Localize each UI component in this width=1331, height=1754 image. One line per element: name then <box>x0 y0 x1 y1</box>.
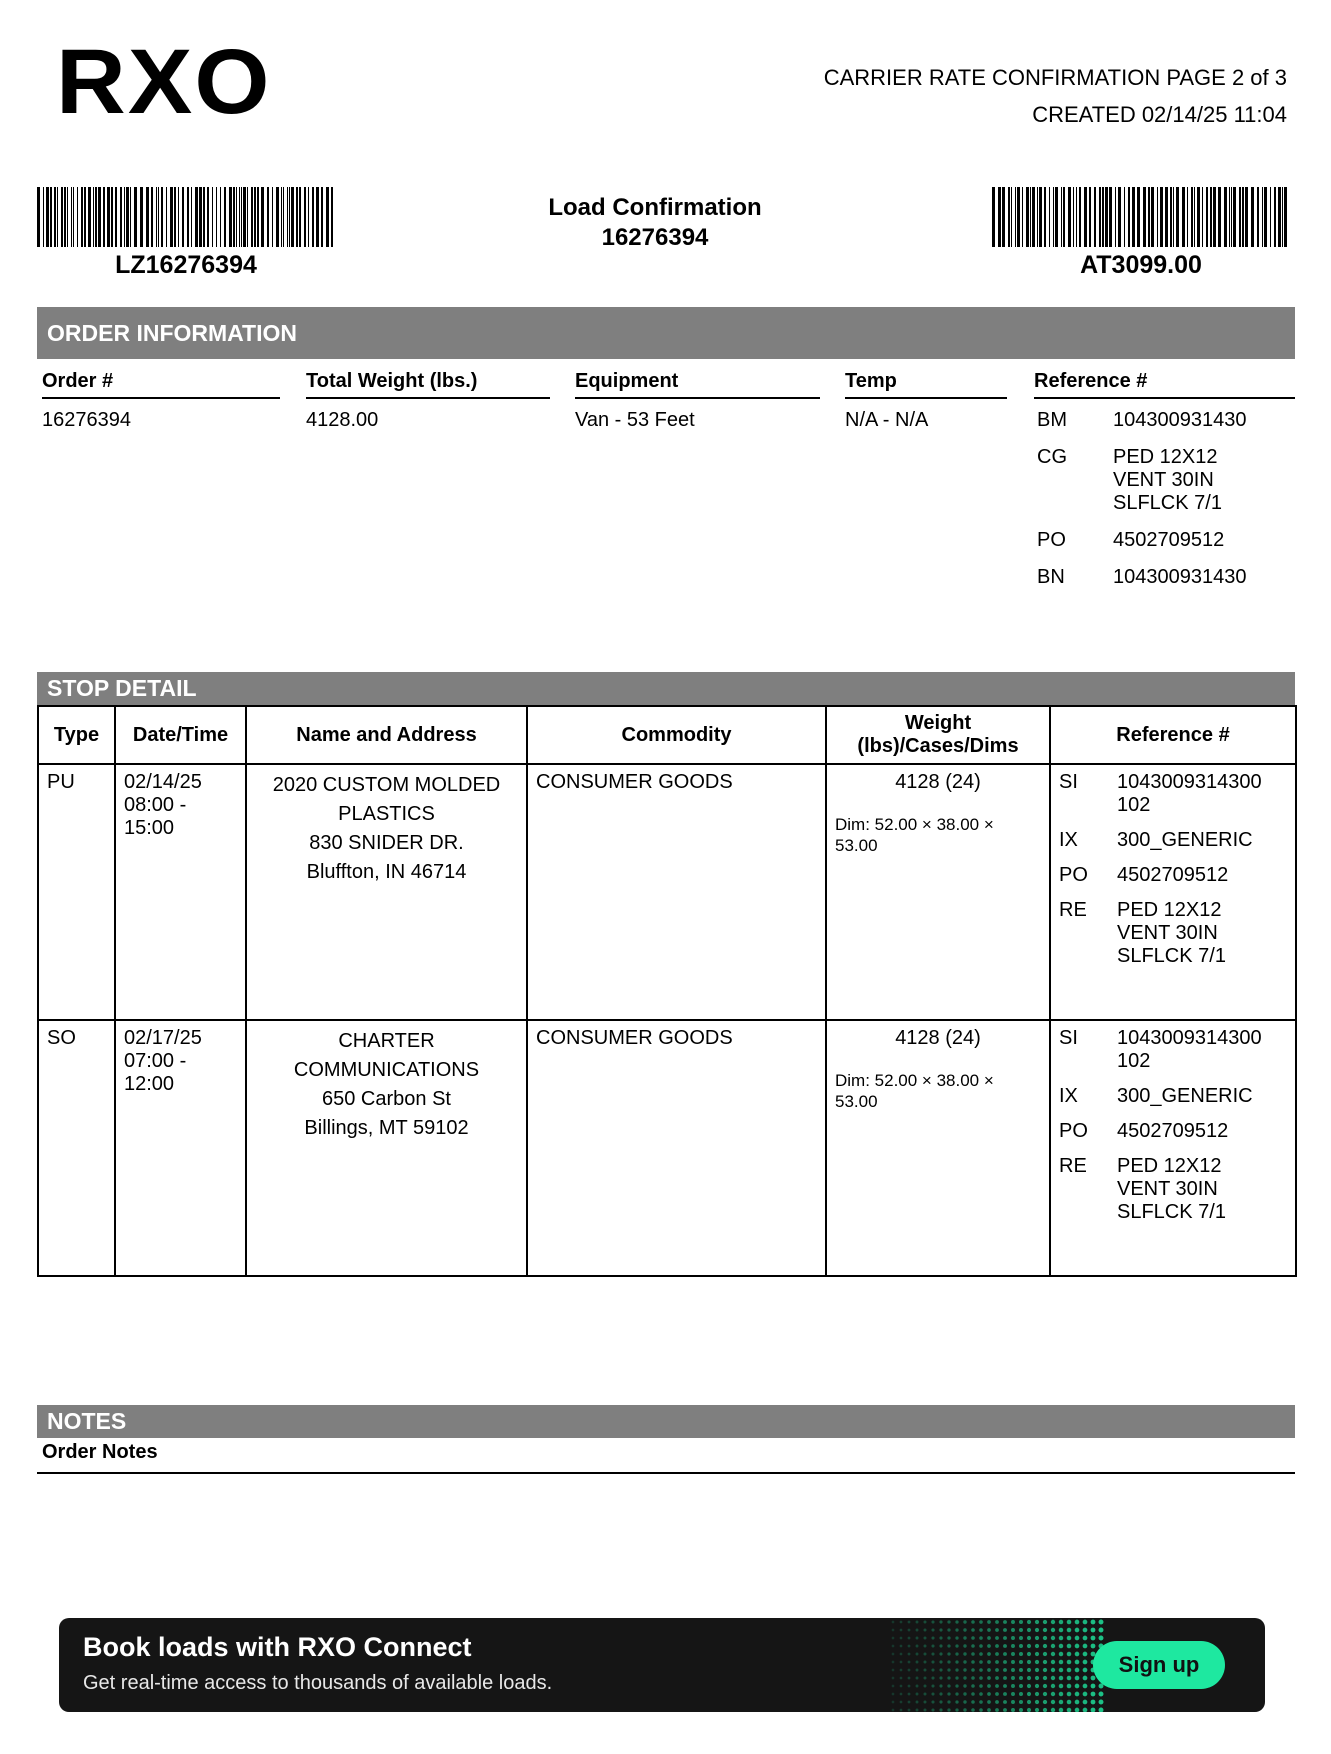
dot-pattern-graphic <box>889 1618 1109 1712</box>
equipment-value: Van - 53 Feet <box>575 409 695 431</box>
document-title: CARRIER RATE CONFIRMATION PAGE 2 of 3 <box>823 65 1287 90</box>
barcode-left-graphic <box>37 187 335 247</box>
stop-commodity: CONSUMER GOODS <box>527 1020 826 1276</box>
order-information-header: ORDER INFORMATION <box>37 307 1295 359</box>
table-row <box>38 1020 1296 1276</box>
col-type: Type <box>38 706 115 764</box>
load-title: Load Confirmation <box>548 194 762 221</box>
rxo-logo: RXO <box>56 31 272 133</box>
col-commodity: Commodity <box>527 706 826 764</box>
barcode-left <box>37 187 335 280</box>
stop-type: SO <box>38 1020 115 1276</box>
ref-code: PO <box>1037 529 1066 551</box>
temp-value: N/A - N/A <box>845 409 929 431</box>
ref-value: 4502709512 <box>1113 529 1225 551</box>
banner-title: Book loads with RXO Connect <box>83 1632 472 1662</box>
col-weight: Weight (lbs)/Cases/Dims <box>826 706 1050 764</box>
stop-weight: 4128 (24) Dim: 52.00 × 38.00 × 53.00 <box>826 1020 1050 1276</box>
stop-type: PU <box>38 764 115 1020</box>
stop-address: 2020 CUSTOM MOLDED PLASTICS 830 SNIDER DR. Bluffton, IN 46714 <box>246 764 527 1020</box>
ref-code: BN <box>1037 566 1065 588</box>
stop-detail-header: STOP DETAIL <box>37 672 1295 705</box>
stop-references: SI 1043009314300 102 IX 300_GENERIC PO 4502709512 RE PED 12X12 VENT 30IN SLFLCK 7/1 <box>1050 1020 1296 1276</box>
reference-header: Reference # <box>1034 370 1295 399</box>
banner-subtitle: Get real-time access to thousands of available loads. <box>83 1672 553 1694</box>
ref-code: CG <box>1037 446 1067 468</box>
order-notes-label: Order Notes <box>42 1441 158 1463</box>
stop-address: CHARTER COMMUNICATIONS 650 Carbon St Billings, MT 59102 <box>246 1020 527 1276</box>
load-confirmation-title <box>460 193 850 253</box>
stop-datetime: 02/17/25 07:00 - 12:00 <box>115 1020 246 1276</box>
notes-header: NOTES <box>37 1405 1295 1438</box>
col-datetime: Date/Time <box>115 706 246 764</box>
notes-divider <box>37 1472 1295 1474</box>
order-number-value: 16276394 <box>42 409 131 431</box>
stop-references: SI 1043009314300 102 IX 300_GENERIC PO 4502709512 RE PED 12X12 VENT 30IN SLFLCK 7/1 <box>1050 764 1296 1020</box>
sign-up-button[interactable]: Sign up <box>1093 1641 1225 1689</box>
ref-value: PED 12X12 VENT 30IN SLFLCK 7/1 <box>1113 446 1222 514</box>
created-timestamp: CREATED 02/14/25 11:04 <box>1032 102 1287 127</box>
temp-header: Temp <box>845 370 1007 399</box>
table-row <box>38 764 1296 1020</box>
stop-weight: 4128 (24) Dim: 52.00 × 38.00 × 53.00 <box>826 764 1050 1020</box>
rxo-connect-banner <box>59 1618 1265 1712</box>
barcode-right-graphic <box>992 187 1290 247</box>
total-weight-value: 4128.00 <box>306 409 379 431</box>
stop-commodity: CONSUMER GOODS <box>527 764 826 1020</box>
equipment-header: Equipment <box>575 370 820 399</box>
ref-code: BM <box>1037 409 1067 431</box>
barcode-right <box>992 187 1290 280</box>
stop-datetime: 02/14/25 08:00 - 15:00 <box>115 764 246 1020</box>
load-number: 16276394 <box>601 224 709 251</box>
order-number-header: Order # <box>42 370 280 399</box>
barcode-left-label: LZ16276394 <box>115 251 257 279</box>
ref-value: 104300931430 <box>1113 409 1247 431</box>
stop-table-header-row <box>38 706 1296 764</box>
ref-value: 104300931430 <box>1113 566 1247 588</box>
col-name-address: Name and Address <box>246 706 527 764</box>
col-reference: Reference # <box>1050 706 1296 764</box>
total-weight-header: Total Weight (lbs.) <box>306 370 550 399</box>
barcode-right-label: AT3099.00 <box>1080 251 1202 279</box>
order-references <box>1037 409 1295 589</box>
stop-detail-table <box>37 705 1297 1277</box>
